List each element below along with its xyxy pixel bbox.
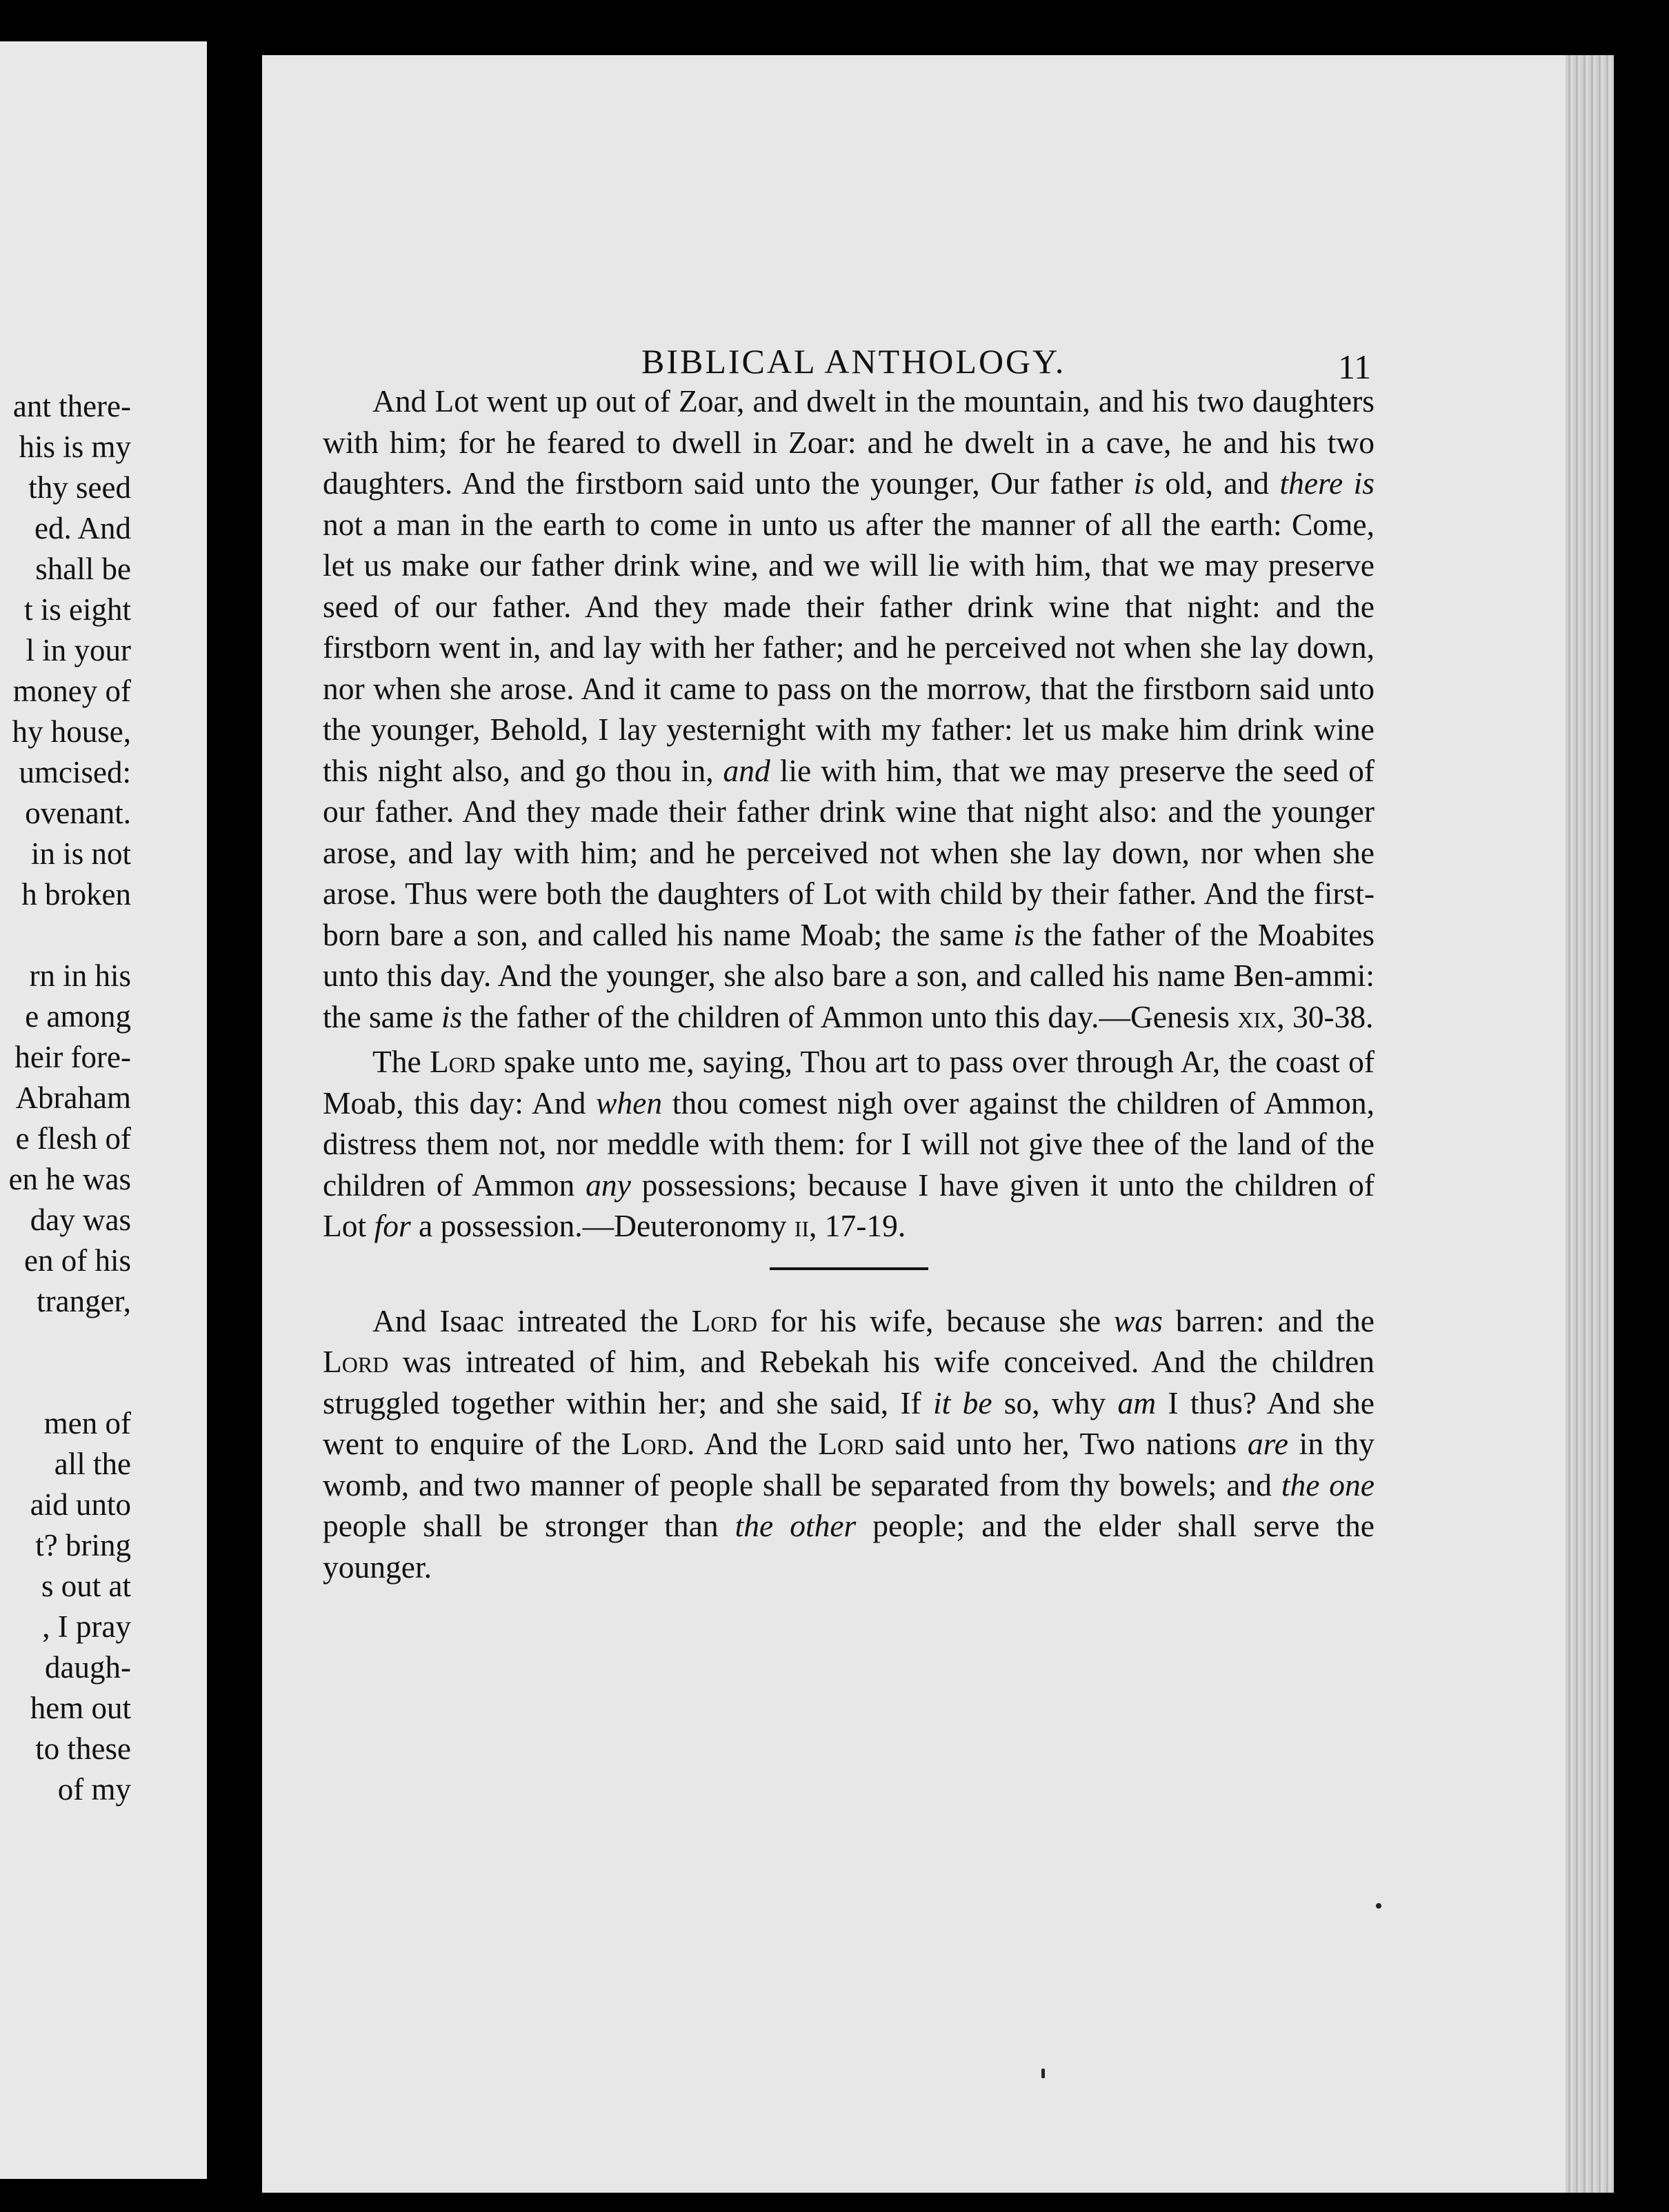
isaac-passage xyxy=(323,1300,1375,1588)
text-run: The xyxy=(372,1044,430,1079)
italic-run: are xyxy=(1247,1426,1288,1461)
text-run: thou comest nigh over against the children of Ammon, distress them not, nor meddle with them: for I will not give thee of the land of the children of Ammon xyxy=(323,1085,1375,1203)
italic-run: and xyxy=(723,752,770,788)
italic-run: the one xyxy=(1281,1467,1375,1502)
print-speck xyxy=(1376,1903,1381,1909)
citation-chapter: xix xyxy=(1237,998,1277,1034)
italic-run: any xyxy=(586,1167,631,1203)
genesis-passage xyxy=(323,381,1375,1037)
text-run: And Lot went up out of Zoar, and dwelt in the mountain, and his two daughters with him; for he feared to dwell in Zoar: and he dwelt in a cave, he and his two daughters. And the firstborn said unto the younger, Our father xyxy=(323,383,1375,501)
italic-run: it be xyxy=(933,1385,992,1420)
left-line xyxy=(0,915,131,956)
italic-run: the other xyxy=(734,1508,857,1543)
text-run: I thus? And she went to enquire of the xyxy=(323,1385,1375,1461)
text-run: And Isaac intreated the xyxy=(372,1303,692,1338)
text-run: spake unto me, saying, Thou art to pass over through Ar, the coast of Moab, this day: And xyxy=(323,1044,1375,1120)
italic-run: there is xyxy=(1279,465,1375,501)
citation-chapter: ii xyxy=(794,1208,810,1243)
left-line: s out at xyxy=(41,1569,131,1603)
small-caps-run: Lord xyxy=(430,1044,496,1079)
section-divider xyxy=(770,1267,928,1270)
small-caps-run: Lord xyxy=(621,1426,688,1461)
print-speck xyxy=(1041,2069,1045,2078)
left-line: heir fore- xyxy=(14,1040,131,1074)
left-line: umcised: xyxy=(19,755,131,790)
text-run: for his wife, because she xyxy=(757,1303,1115,1338)
left-line: all the xyxy=(54,1447,131,1481)
left-line: Abraham xyxy=(15,1080,131,1115)
small-caps-run: Lord xyxy=(818,1426,884,1461)
small-caps-run: Lord xyxy=(323,1344,389,1379)
text-run: people; and the elder shall serve the younger. xyxy=(323,1508,1375,1585)
left-line xyxy=(0,1363,131,1403)
text-run: . And the xyxy=(687,1426,819,1461)
left-line: h broken xyxy=(21,877,131,912)
left-line: en of his xyxy=(24,1243,131,1278)
left-line: t? bring xyxy=(35,1528,131,1562)
left-line: en he was xyxy=(8,1162,131,1196)
italic-run: for xyxy=(374,1208,411,1243)
text-run: was intreated of him, and Rebekah his wife conceived. And the children struggled together within her; and she said, If xyxy=(323,1344,1375,1420)
citation-text: the father of the children of Ammon unto this day.—Genesis xyxy=(462,998,1238,1034)
text-run: so, why xyxy=(992,1385,1118,1420)
left-line: ant there- xyxy=(12,389,131,423)
text-run: not a man in the earth to come in unto us after the manner of all the earth: Come, let us make our father drink wine, and we will lie with him, that we may preserve seed of our father. And they made their father drink wine that night: and the firstborn went in, and lay with her father; and he perceived not when she lay down, nor when she arose. And it came to pass on the morrow, that the firstborn said unto the younger, Behold, I lay yesternight with my father: let us make him drink wine this night also, and go thou in, xyxy=(323,506,1375,788)
left-line: day was xyxy=(30,1203,131,1237)
italic-run: am xyxy=(1117,1385,1157,1420)
left-line: t is eight xyxy=(24,592,131,627)
left-line: men of xyxy=(43,1406,131,1440)
left-line: , I pray xyxy=(42,1609,131,1644)
italic-run: is xyxy=(441,998,463,1034)
right-page xyxy=(262,55,1614,2193)
left-line: aid unto xyxy=(30,1487,131,1522)
text-run: people shall be stronger than xyxy=(323,1508,735,1543)
left-line xyxy=(0,1322,131,1363)
left-line: to these xyxy=(35,1731,131,1766)
left-line: hy house, xyxy=(12,714,131,749)
page-number: 11 xyxy=(1338,348,1372,386)
italic-run: is xyxy=(1133,465,1155,501)
left-line: l in your xyxy=(26,633,131,667)
text-run: barren: and the xyxy=(1162,1303,1375,1338)
left-line: tranger, xyxy=(37,1284,131,1318)
left-line: money of xyxy=(12,674,131,708)
text-run: lie with him, that we may preserve the seed of our father. And they made their father drink wine that night also: and the younger arose, and lay with him; and he perceived not when she lay down, nor when she arose. Thus were both the daughters of Lot with child by their father. And the first-born bare a son, and called his name Moab; the same xyxy=(323,752,1375,952)
left-line: rn in his xyxy=(29,958,131,993)
left-line: hem out xyxy=(30,1691,131,1725)
text-run: the father of the Moabites unto this day. And the younger, she also bare a son, and called his name Ben-ammi: the same xyxy=(323,916,1375,1034)
small-caps-run: Lord xyxy=(691,1303,757,1338)
italic-run: was xyxy=(1114,1303,1163,1338)
left-line: in is not xyxy=(30,836,131,871)
left-line: e among xyxy=(25,999,131,1034)
book-gutter xyxy=(207,0,262,2212)
page-title: BIBLICAL ANTHOLOGY. xyxy=(641,342,1066,381)
left-line: shall be xyxy=(35,552,131,586)
text-run: possessions; because I have given it unto the children of Lot xyxy=(323,1167,1375,1243)
page-edge xyxy=(1566,55,1614,2193)
left-line: daugh- xyxy=(45,1650,131,1685)
left-page-fragment xyxy=(0,41,207,2179)
left-line: e flesh of xyxy=(15,1121,131,1156)
text-run: old, and xyxy=(1155,465,1280,501)
italic-run: is xyxy=(1013,916,1035,952)
citation-text: a possession.—Deuteronomy xyxy=(410,1208,794,1243)
left-line: his is my xyxy=(19,430,131,464)
left-line: ovenant. xyxy=(25,796,131,830)
citation-verses: , 30-38. xyxy=(1277,998,1374,1034)
citation-verses: , 17-19. xyxy=(809,1208,906,1243)
text-run: in thy womb, and two manner of people shall be separated from thy bowels; and xyxy=(323,1426,1375,1502)
left-line: of my xyxy=(57,1772,131,1807)
left-page-text xyxy=(0,386,131,1810)
italic-run: when xyxy=(596,1085,663,1120)
deuteronomy-passage xyxy=(323,1041,1375,1247)
left-line: ed. And xyxy=(34,511,131,545)
page-body xyxy=(323,381,1375,1587)
left-line: thy seed xyxy=(28,470,131,505)
text-run: said unto her, Two nations xyxy=(883,1426,1248,1461)
